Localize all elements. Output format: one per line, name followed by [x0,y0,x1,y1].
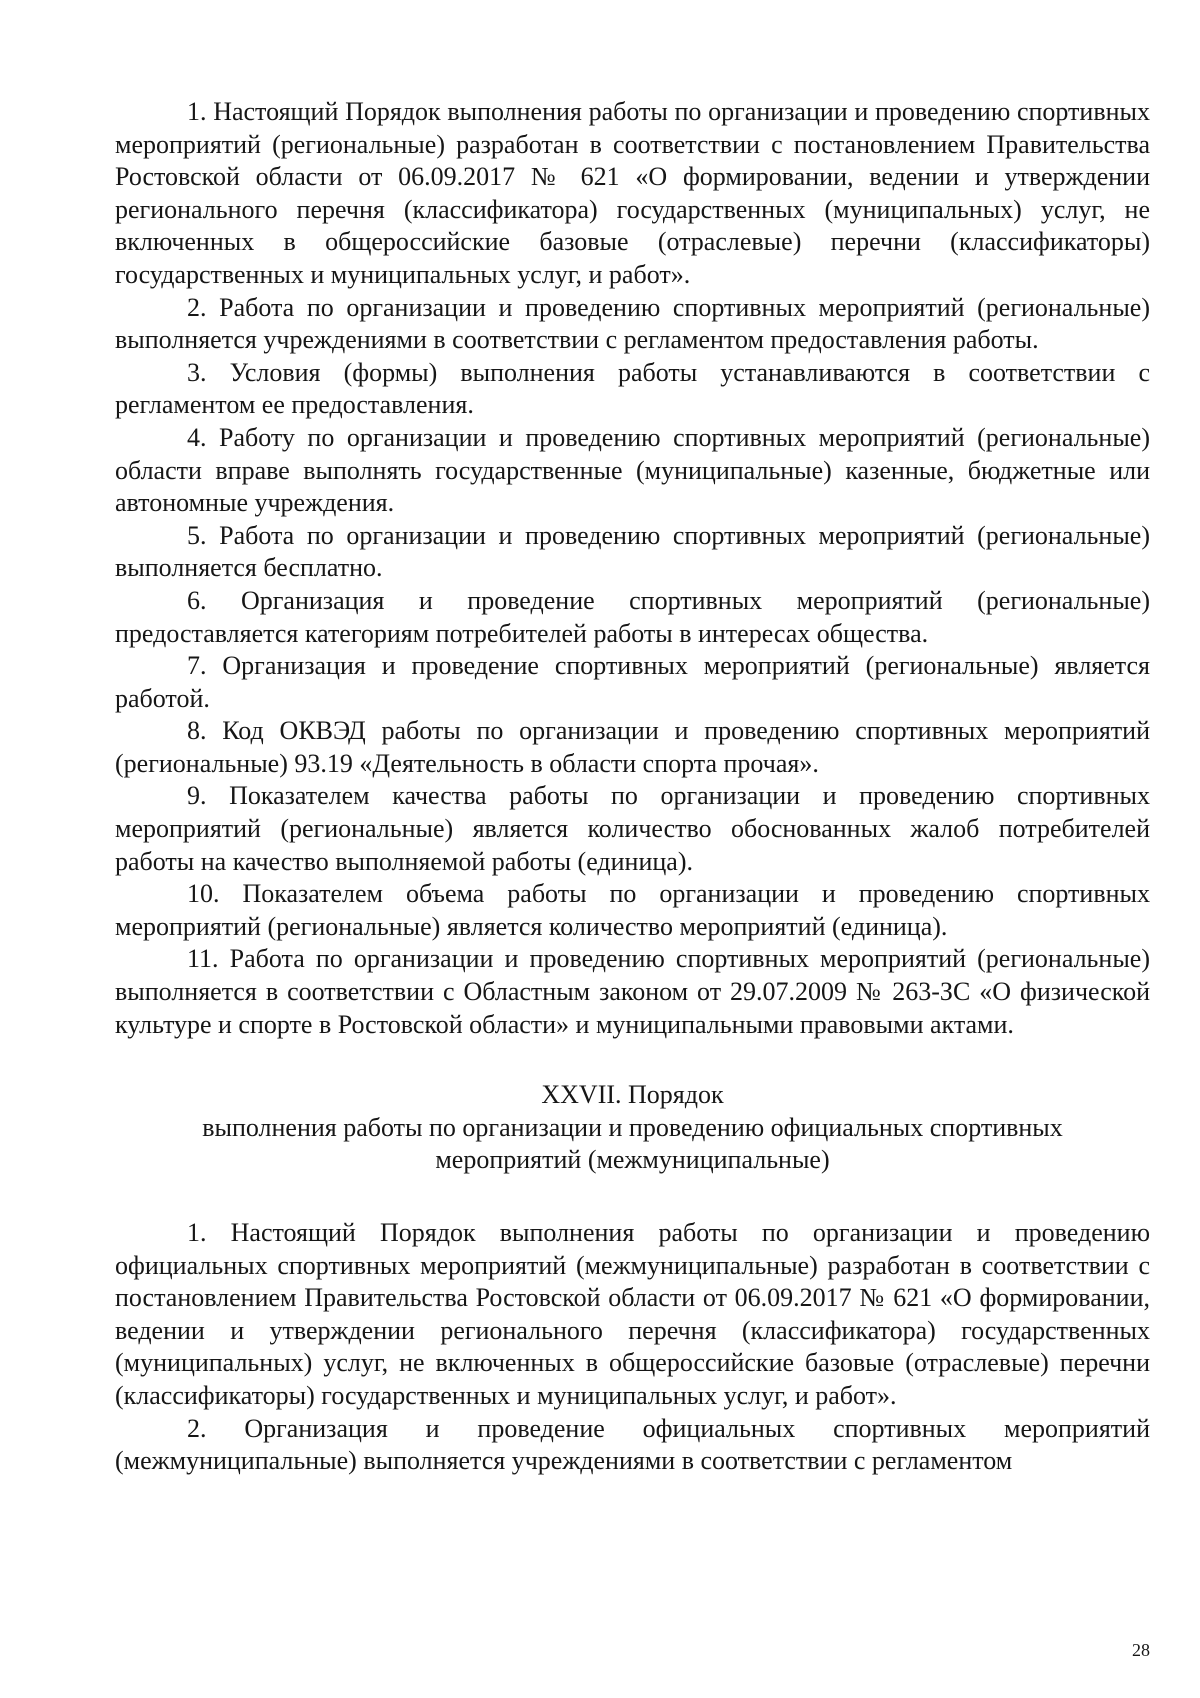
paragraph-8: 8. Код ОКВЭД работы по организации и проведению спортивных мероприятий (региональные) 93.19 «Деятельность в области спорта прочая». [115,716,1150,778]
section-regional-events [115,96,1150,1041]
paragraph-1: 1. Настоящий Порядок выполнения работы по организации и проведению официальных спортивных мероприятий (межмуниципальные) разработан в соответствии с постановлением Правительства Ростовской области от 06.09.2017 № 621 «О формировании, ведении и утверждении регионального перечня (классификатора) государственных (муниципальных) услуг, не включенных в общероссийские базовые (отраслевые) перечни (классификаторы) государственных и муниципальных услуг, и работ». [115,1218,1150,1410]
section-heading-subtitle-line1: выполнения работы по организации и проведению официальных спортивных [202,1112,1063,1142]
paragraph-3: 3. Условия (формы) выполнения работы устанавливаются в соответствии с регламентом ее предоставления. [115,357,1150,420]
page-number: 28 [1132,1640,1150,1660]
section-heading-subtitle-line2: мероприятий (межмуниципальные) [435,1145,830,1175]
section-intermunicipal-events [115,1217,1150,1478]
paragraph-1: 1. Настоящий Порядок выполнения работы по организации и проведению спортивных мероприятий (региональные) разработан в соответствии с постановлением Правительства Ростовской области от 06.09.2017 № 621 «О формировании, ведении и утверждении регионального перечня (классификатора) государственных (муниципальных) услуг, не включенных в общероссийские базовые (отраслевые) перечни (классификаторы) государственных и муниципальных услуг, и работ». [115,97,1150,289]
paragraph-2: 2. Организация и проведение официальных спортивных мероприятий (межмуниципальные) выполняется учреждениями в соответствии с регламентом [115,1413,1150,1476]
paragraph-9: 9. Показателем качества работы по организации и проведению спортивных мероприятий (региональные) является количество обоснованных жалоб потребителей работы на качество выполняемой работы (единица). [115,781,1150,876]
paragraph-4: 4. Работу по организации и проведению спортивных мероприятий (региональные) области вправе выполнять государственные (муниципальные) казенные, бюджетные или автономные учреждения. [115,422,1150,518]
paragraph-6: 6. Организация и проведение спортивных мероприятий (региональные) предоставляется категориям потребителей работы в интересах общества. [115,585,1150,648]
paragraph-7: 7. Организация и проведение спортивных мероприятий (региональные) является работой. [115,651,1150,713]
section-heading-title: XXVII. Порядок [541,1080,724,1110]
paragraph-2: 2. Работа по организации и проведению спортивных мероприятий (региональные) выполняется учреждениями в соответствии с регламентом предоставления работы. [115,292,1150,355]
paragraph-10: 10. Показателем объема работы по организации и проведению спортивных мероприятий (региональные) является количество мероприятий (единица). [115,879,1150,941]
paragraph-11: 11. Работа по организации и проведению спортивных мероприятий (региональные) выполняется в соответствии с Областным законом от 29.07.2009 № 263-ЗС «О физической культуре и спорте в Ростовской области» и муниципальными правовыми актами. [115,944,1150,1039]
paragraph-5: 5. Работа по организации и проведению спортивных мероприятий (региональные) выполняется бесплатно. [115,520,1150,583]
section-heading [115,1079,1150,1177]
